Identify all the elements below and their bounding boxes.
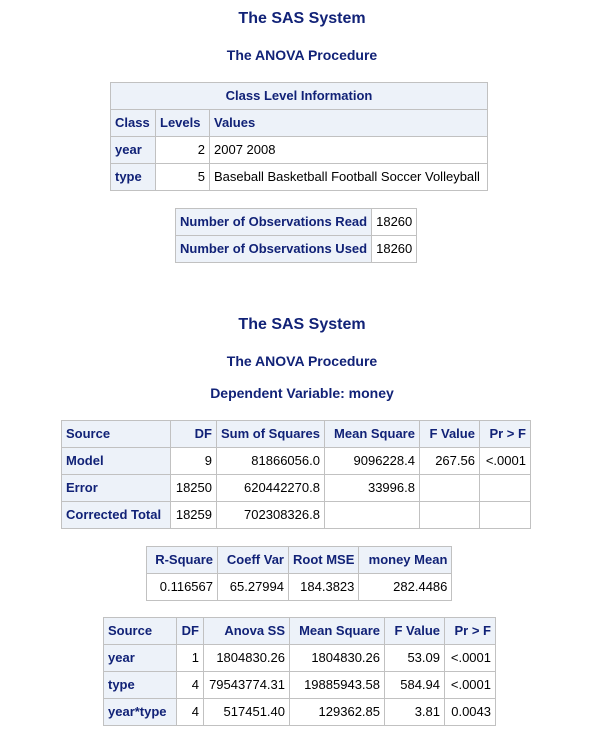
- col-header-source: Source: [104, 618, 177, 645]
- row-header: year: [104, 645, 177, 672]
- table-row: [111, 164, 488, 191]
- row-header: Error: [62, 475, 171, 502]
- table-row: [147, 574, 452, 601]
- table-cell: 33996.8: [324, 475, 419, 502]
- table-row: [62, 475, 531, 502]
- table-cell: <.0001: [479, 448, 530, 475]
- row-header: Number of Observations Read: [176, 209, 372, 236]
- anova-table: [61, 420, 531, 529]
- col-header-pr-f: Pr > F: [445, 618, 496, 645]
- table-cell: 18260: [372, 236, 417, 263]
- row-header: type: [111, 164, 156, 191]
- table-cell: 53.09: [385, 645, 445, 672]
- col-header-class: Class: [111, 110, 156, 137]
- table-cell: 19885943.58: [290, 672, 385, 699]
- table-cell: 9: [171, 448, 217, 475]
- table-cell: 0.116567: [147, 574, 218, 601]
- table-cell: 5: [156, 164, 210, 191]
- table-cell: 3.81: [385, 699, 445, 726]
- table-cell: 267.56: [419, 448, 479, 475]
- table-cell: [479, 502, 530, 529]
- table-cell: 81866056.0: [217, 448, 325, 475]
- table-row: [111, 137, 488, 164]
- page-title-1: The SAS System: [238, 10, 366, 27]
- table-cell: 65.27994: [218, 574, 289, 601]
- table-cell: 184.3823: [289, 574, 359, 601]
- col-header-sum-of-squares: Sum of Squares: [217, 421, 325, 448]
- table-cell: 79543774.31: [204, 672, 290, 699]
- row-header: Number of Observations Used: [176, 236, 372, 263]
- table-cell: 584.94: [385, 672, 445, 699]
- row-header: year: [111, 137, 156, 164]
- table-cell: 18259: [171, 502, 217, 529]
- page-title-2: The SAS System: [238, 316, 366, 333]
- table-cell: 4: [177, 699, 204, 726]
- table-row: [104, 645, 496, 672]
- table-cell: [479, 475, 530, 502]
- table-cell: 4: [177, 672, 204, 699]
- table-cell: 1804830.26: [204, 645, 290, 672]
- class-level-table: [110, 82, 488, 191]
- procedure-title-1: The ANOVA Procedure: [226, 47, 378, 63]
- col-header-df: DF: [171, 421, 217, 448]
- col-header-mean-square: Mean Square: [290, 618, 385, 645]
- table-cell: [419, 502, 479, 529]
- row-header: year*type: [104, 699, 177, 726]
- table-cell: 620442270.8: [217, 475, 325, 502]
- table-row: [104, 672, 496, 699]
- table-row: [62, 448, 531, 475]
- col-header-root-mse: Root MSE: [289, 547, 359, 574]
- table-row: [176, 209, 417, 236]
- col-header-values: Values: [210, 110, 488, 137]
- table-row: [104, 699, 496, 726]
- table-cell: 129362.85: [290, 699, 385, 726]
- table-cell: 0.0043: [445, 699, 496, 726]
- table-cell: 2007 2008: [210, 137, 488, 164]
- col-header-source: Source: [62, 421, 171, 448]
- table-row: [62, 502, 531, 529]
- table-cell: Baseball Basketball Football Soccer Volleyball: [210, 164, 488, 191]
- table-cell: [324, 502, 419, 529]
- table-cell: 1: [177, 645, 204, 672]
- class-level-caption: Class Level Information: [111, 83, 488, 110]
- col-header-coeff-var: Coeff Var: [218, 547, 289, 574]
- table-cell: 702308326.8: [217, 502, 325, 529]
- row-header: Corrected Total: [62, 502, 171, 529]
- col-header-anova-ss: Anova SS: [204, 618, 290, 645]
- table-cell: 517451.40: [204, 699, 290, 726]
- col-header-money-mean: money Mean: [359, 547, 452, 574]
- table-cell: 2: [156, 137, 210, 164]
- table-cell: <.0001: [445, 672, 496, 699]
- col-header-df: DF: [177, 618, 204, 645]
- col-header-mean-square: Mean Square: [324, 421, 419, 448]
- col-header-r-square: R-Square: [147, 547, 218, 574]
- table-cell: 18260: [372, 209, 417, 236]
- dependent-variable-label: Dependent Variable: money: [210, 385, 394, 401]
- table-row: [176, 236, 417, 263]
- table-cell: 282.4486: [359, 574, 452, 601]
- observations-table: [175, 208, 417, 263]
- fit-statistics-table: [146, 546, 452, 601]
- table-cell: 9096228.4: [324, 448, 419, 475]
- row-header: type: [104, 672, 177, 699]
- table-cell: [419, 475, 479, 502]
- procedure-title-2: The ANOVA Procedure: [226, 353, 378, 369]
- col-header-f-value: F Value: [385, 618, 445, 645]
- col-header-levels: Levels: [156, 110, 210, 137]
- col-header-f-value: F Value: [419, 421, 479, 448]
- table-cell: 18250: [171, 475, 217, 502]
- table-cell: 1804830.26: [290, 645, 385, 672]
- row-header: Model: [62, 448, 171, 475]
- table-cell: <.0001: [445, 645, 496, 672]
- col-header-pr-f: Pr > F: [479, 421, 530, 448]
- effects-table: [103, 617, 496, 726]
